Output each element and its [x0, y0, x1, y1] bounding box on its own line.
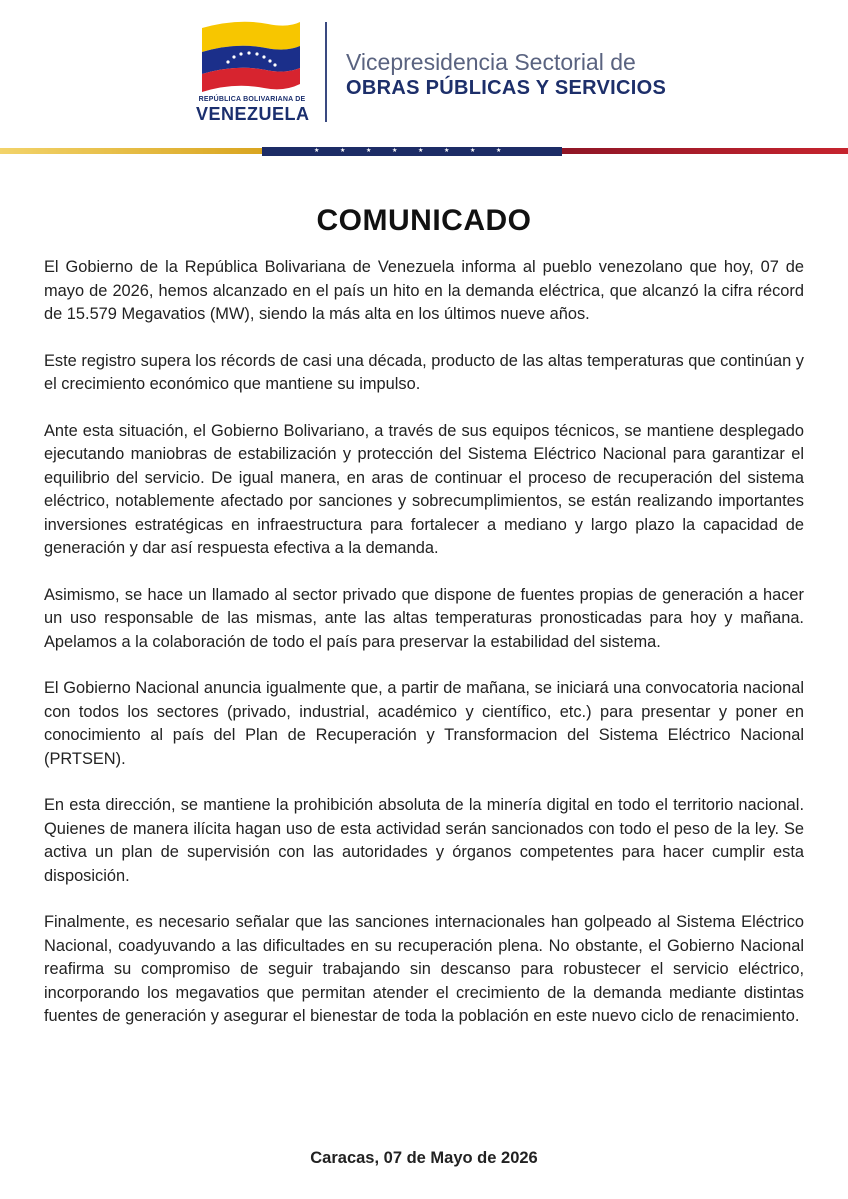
star-icon: ★: [444, 148, 450, 154]
star-icon: ★: [496, 148, 502, 154]
republic-label: REPÚBLICA BOLIVARIANA DE: [198, 96, 306, 103]
star-icon: ★: [392, 148, 398, 154]
ribbon-blue-segment: [262, 147, 562, 156]
paragraph: En esta dirección, se mantiene la prohibición absoluta de la minería digital en todo el territorio nacional. Quienes de manera ilícita hagan uso de esta actividad serán sancionados con todo el peso de la ley. Se activa un plan de supervisión con las autoridades y órganos competentes para hacer cumplir esta disposición.: [44, 796, 804, 885]
tricolor-ribbon: [0, 147, 848, 157]
star-icon: ★: [418, 148, 424, 154]
place-and-date: Caracas, 07 de Mayo de 2026: [310, 1149, 538, 1167]
vice-presidency-subtitle: OBRAS PÚBLICAS Y SERVICIOS: [346, 77, 667, 99]
paragraph: El Gobierno Nacional anuncia igualmente que, a partir de mañana, se iniciará una convocatoria nacional con todos los sectores (privado, industrial, académico y científico, etc.) para presentar y poner en conocimiento al país del Plan de Recuperación y Transformacion del Sistema Eléctrico Nacional (PRTSEN).: [44, 679, 804, 768]
venezuela-flag-logo: [198, 18, 304, 92]
star-icon: ★: [366, 148, 372, 154]
paragraph: Asimismo, se hace un llamado al sector privado que dispone de fuentes propias de generación a hacer un uso responsable de las mismas, ante las altas temperaturas pronosticadas para hoy y mañana. Apelamos a la colaboración de todo el país para preservar la estabilidad del sistema.: [44, 585, 804, 651]
letterhead: [0, 0, 848, 140]
ribbon-yellow-segment: [0, 148, 262, 154]
document-title: COMUNICADO: [316, 204, 532, 237]
document-body: [44, 256, 804, 1052]
paragraph: El Gobierno de la República Bolivariana de Venezuela informa al pueblo venezolano que hoy, 07 de mayo de 2026, hemos alcanzado en el país un hito en la demanda eléctrica, que alcanzó la cifra récord de 15.579 Megavatios (MW), siendo la más alta en los últimos nueve años.: [44, 258, 804, 323]
country-name: VENEZUELA: [196, 104, 310, 124]
star-icon: ★: [314, 148, 320, 154]
ribbon-red-segment: [562, 148, 848, 154]
paragraph: Este registro supera los récords de casi una década, producto de las altas temperaturas que continúan y el crecimiento económico que mantiene su impulso.: [44, 351, 804, 393]
star-icon: ★: [470, 148, 476, 154]
vice-presidency-title: Vicepresidencia Sectorial de: [346, 49, 636, 75]
header-divider: [325, 22, 327, 122]
star-icon: ★: [340, 148, 346, 154]
paragraph: Ante esta situación, el Gobierno Bolivariano, a través de sus equipos técnicos, se mantiene desplegado ejecutando maniobras de estabilización y protección del Sistema Eléctrico Nacional para garantizar el equilibrio del servicio. De igual manera, en aras de continuar el proceso de recuperación del sistema eléctrico, notablemente afectado por sanciones y sobrecumplimientos, se están realizando importantes inversiones estratégicas en infraestructura para fortalecer a mediano y largo plazo la capacidad de generación y dar así respuesta efectiva a la demanda.: [44, 421, 804, 557]
paragraph: Finalmente, es necesario señalar que las sanciones internacionales han golpeado al Sistema Eléctrico Nacional, coadyuvando a las dificultades en su recuperación plena. No obstante, el Gobierno Nacional reafirma su compromiso de seguir trabajando sin descanso para robustecer el servicio eléctrico, incorporando los megavatios que permitan atender el crecimiento de la demanda mediante distintas fuentes de generación y asegurar el bienestar de toda la población en este nuevo ciclo de renacimiento.: [44, 913, 804, 1025]
